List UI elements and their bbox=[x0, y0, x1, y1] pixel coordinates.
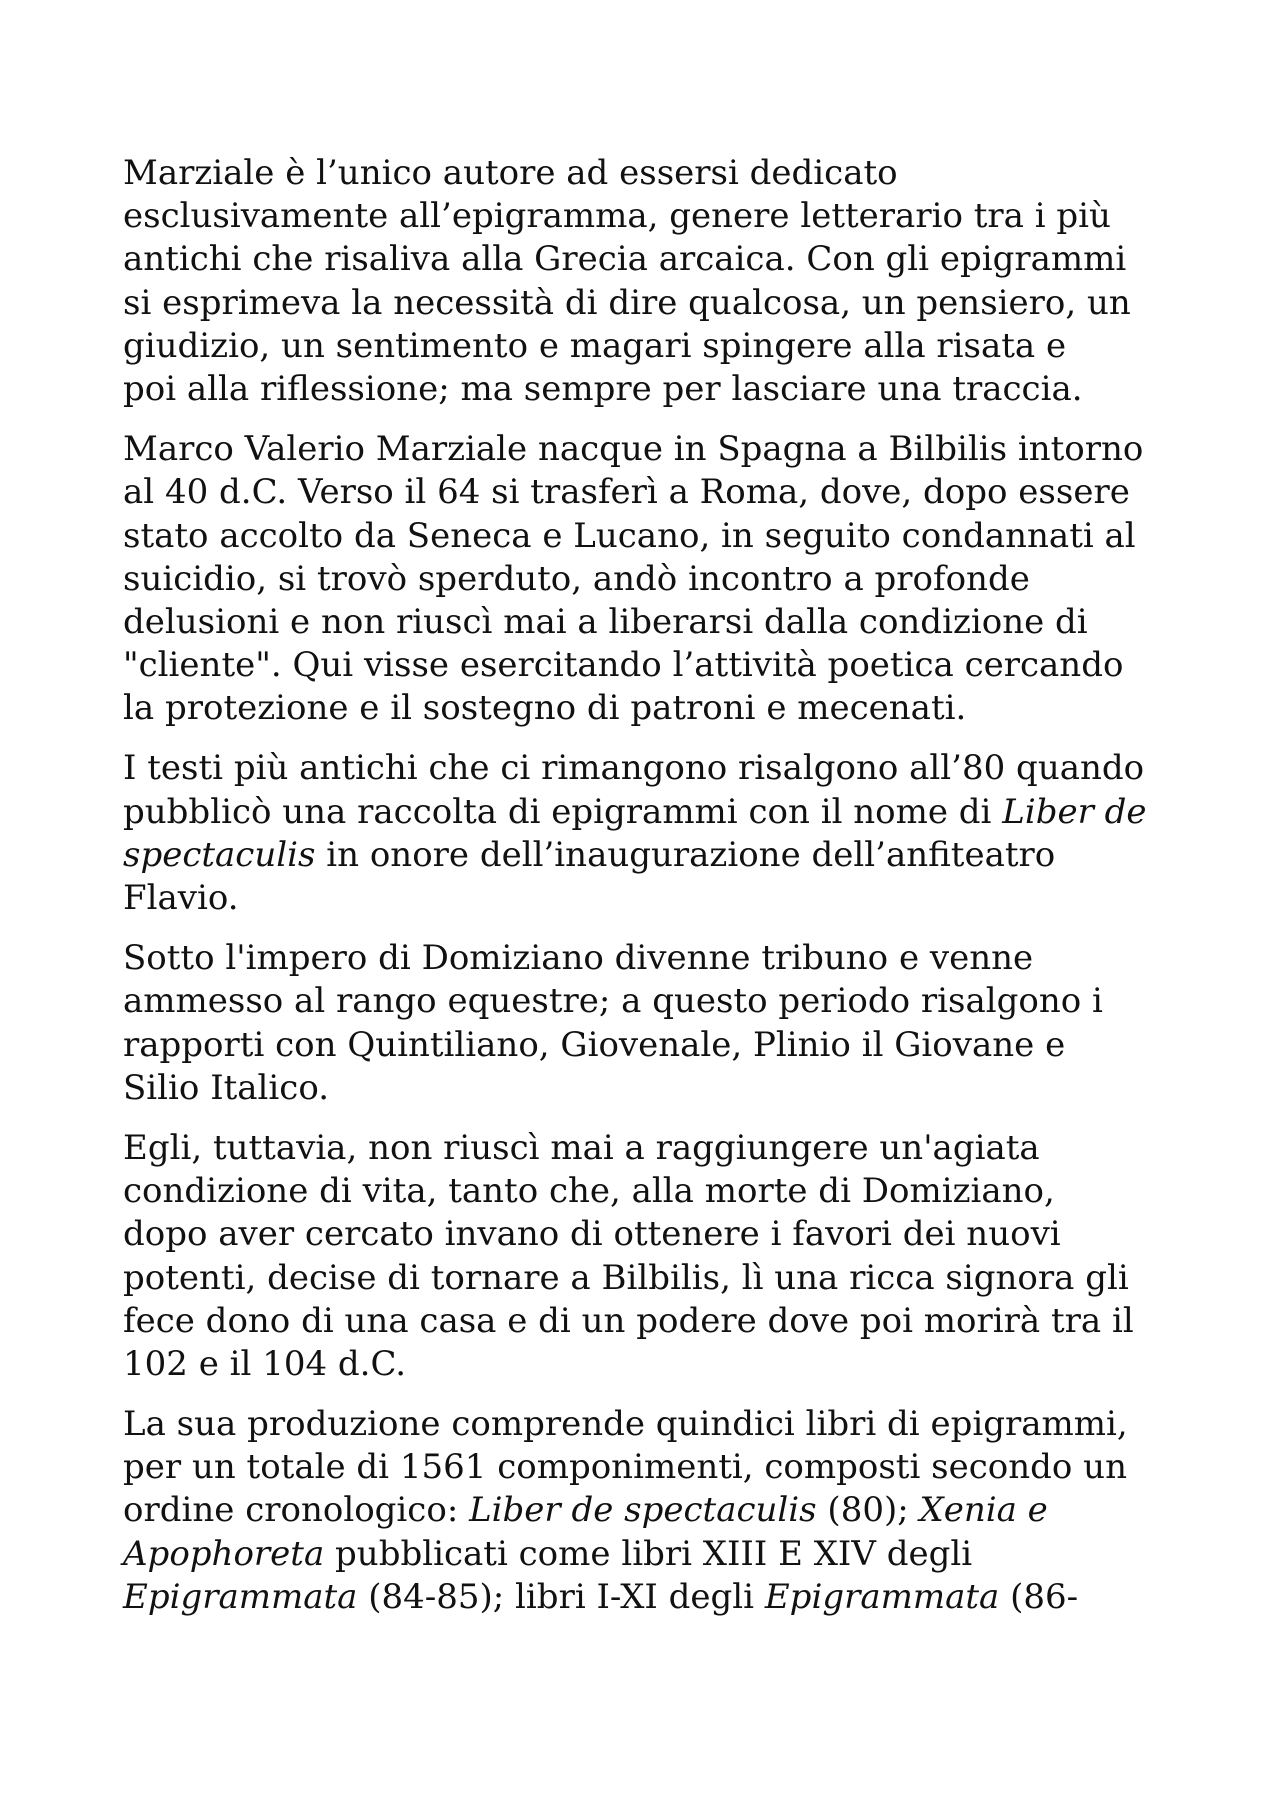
text-segment: pubblicò una raccolta di epigrammi con il nome di bbox=[123, 791, 1003, 832]
text-segment: ammesso al rango equestre; a questo periodo risalgono i bbox=[123, 981, 1103, 1022]
text-line bbox=[123, 1067, 1243, 1110]
text-segment: delusioni e non riuscì mai a liberarsi dalla condizione di bbox=[123, 601, 1088, 642]
italic-work-title: Liber de spectaculis bbox=[469, 1490, 817, 1531]
text-line bbox=[123, 687, 1243, 730]
text-segment: (86- bbox=[999, 1576, 1079, 1617]
text-line bbox=[123, 1576, 1243, 1619]
text-line bbox=[123, 471, 1243, 514]
text-segment: fece dono di una casa e di un podere dove poi morirà tra il bbox=[123, 1300, 1134, 1341]
text-segment: potenti, decise di tornare a Bilbilis, lì una ricca signora gli bbox=[123, 1257, 1129, 1298]
text-segment: esclusivamente all’epigramma, genere letterario tra i più bbox=[123, 196, 1111, 237]
text-line bbox=[123, 1343, 1243, 1386]
text-segment: la protezione e il sostegno di patroni e mecenati. bbox=[123, 688, 967, 729]
paragraph bbox=[123, 1403, 1243, 1619]
text-line bbox=[123, 195, 1243, 238]
text-line bbox=[123, 1170, 1243, 1213]
text-line bbox=[123, 1446, 1243, 1489]
paragraph bbox=[123, 428, 1243, 730]
text-segment: giudizio, un sentimento e magari spingere alla risata e bbox=[123, 325, 1067, 366]
text-line bbox=[123, 937, 1243, 980]
italic-work-title: spectaculis bbox=[123, 834, 316, 875]
text-segment: "cliente". Qui visse esercitando l’attività poetica cercando bbox=[123, 645, 1124, 686]
text-line bbox=[123, 1127, 1243, 1170]
text-line bbox=[123, 1489, 1243, 1532]
text-line bbox=[123, 1533, 1243, 1576]
text-line bbox=[123, 1403, 1243, 1446]
text-line bbox=[123, 238, 1243, 281]
text-segment: dopo aver cercato invano di ottenere i favori dei nuovi bbox=[123, 1214, 1061, 1255]
text-line bbox=[123, 980, 1243, 1023]
text-segment: antichi che risaliva alla Grecia arcaica. Con gli epigrammi bbox=[123, 239, 1127, 280]
paragraph bbox=[123, 937, 1243, 1110]
text-segment: suicidio, si trovò sperduto, andò incontro a profonde bbox=[123, 558, 1030, 599]
text-segment: ordine cronologico: bbox=[123, 1490, 470, 1531]
text-segment: La sua produzione comprende quindici libri di epigrammi, bbox=[123, 1404, 1128, 1445]
text-segment: (84-85); libri I-XI degli bbox=[357, 1576, 765, 1617]
text-segment: stato accolto da Seneca e Lucano, in seguito condannati al bbox=[123, 515, 1136, 556]
text-segment: Marco Valerio Marziale nacque in Spagna a Bilbilis intorno bbox=[123, 429, 1144, 470]
text-line bbox=[123, 601, 1243, 644]
text-line bbox=[123, 325, 1243, 368]
text-line bbox=[123, 368, 1243, 411]
text-segment: Sotto l'impero di Domiziano divenne tribuno e venne bbox=[123, 938, 1034, 979]
paragraph bbox=[123, 152, 1243, 411]
text-line bbox=[123, 282, 1243, 325]
italic-work-title: Liber de bbox=[1002, 791, 1147, 832]
italic-work-title: Apophoreta bbox=[123, 1533, 325, 1574]
text-segment: (80); bbox=[816, 1490, 920, 1531]
text-segment: Egli, tuttavia, non riuscì mai a raggiungere un'agiata bbox=[123, 1127, 1040, 1168]
text-segment: per un totale di 1561 componimenti, composti secondo un bbox=[123, 1447, 1127, 1488]
text-line bbox=[123, 1213, 1243, 1256]
text-segment: condizione di vita, tanto che, alla morte di Domiziano, bbox=[123, 1171, 1055, 1212]
text-line bbox=[123, 834, 1243, 877]
text-segment: I testi più antichi che ci rimangono risalgono all’80 quando bbox=[123, 748, 1145, 789]
text-line bbox=[123, 644, 1243, 687]
text-line bbox=[123, 1257, 1243, 1300]
text-line bbox=[123, 877, 1243, 920]
text-line bbox=[123, 428, 1243, 471]
italic-work-title: Xenia e bbox=[919, 1490, 1048, 1531]
text-line bbox=[123, 791, 1243, 834]
text-line bbox=[123, 515, 1243, 558]
text-segment: 102 e il 104 d.C. bbox=[123, 1343, 407, 1384]
text-segment: Silio Italico. bbox=[123, 1067, 330, 1108]
text-line bbox=[123, 558, 1243, 601]
text-line bbox=[123, 747, 1243, 790]
text-line bbox=[123, 1300, 1243, 1343]
italic-work-title: Epigrammata bbox=[123, 1576, 358, 1617]
text-segment: si esprimeva la necessità di dire qualcosa, un pensiero, un bbox=[123, 282, 1131, 323]
text-segment: pubblicati come libri XIII E XIV degli bbox=[324, 1533, 973, 1574]
italic-work-title: Epigrammata bbox=[764, 1576, 1000, 1617]
text-segment: in onore dell’inaugurazione dell’anfiteatro bbox=[315, 834, 1056, 875]
text-segment: rapporti con Quintiliano, Giovenale, Plinio il Giovane e bbox=[123, 1024, 1066, 1065]
text-segment: Flavio. bbox=[123, 878, 239, 918]
text-line bbox=[123, 1024, 1243, 1067]
paragraph bbox=[123, 747, 1243, 920]
text-segment: al 40 d.C. Verso il 64 si trasferì a Roma, dove, dopo essere bbox=[123, 472, 1130, 513]
text-segment: Marziale è l’unico autore ad essersi dedicato bbox=[123, 153, 898, 193]
text-line bbox=[123, 152, 1243, 195]
text-segment: poi alla riflessione; ma sempre per lasciare una traccia. bbox=[123, 368, 1083, 409]
paragraph bbox=[123, 1127, 1243, 1386]
document-body bbox=[123, 152, 1243, 1636]
